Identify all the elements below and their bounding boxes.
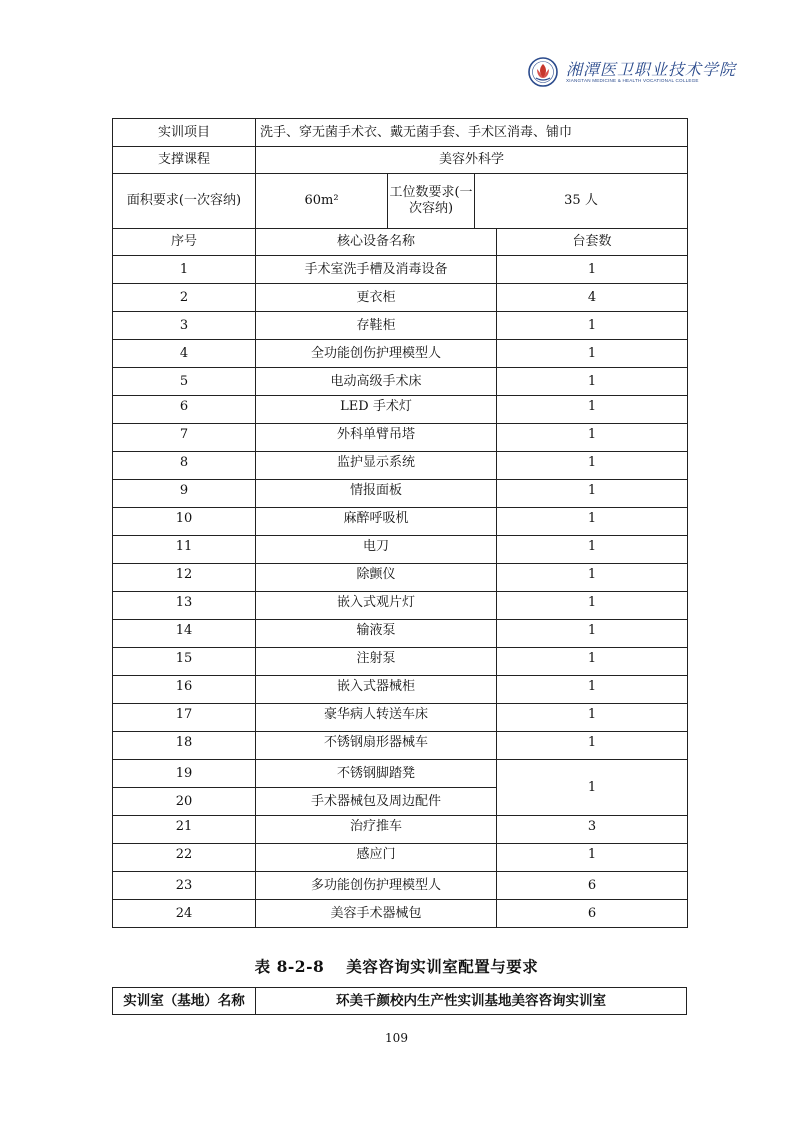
table-row: [113, 648, 688, 676]
row-number: 23: [113, 872, 256, 900]
row-number: 14: [113, 620, 256, 648]
row-number: 6: [113, 396, 256, 424]
equipment-table: [112, 118, 688, 928]
row-number: 8: [113, 452, 256, 480]
area-value: 60m²: [256, 174, 388, 229]
table-row: [113, 732, 688, 760]
area-row: [113, 174, 688, 229]
equipment-name: 外科单臂吊塔: [256, 424, 497, 452]
equipment-name: 输液泵: [256, 620, 497, 648]
table-row: [113, 424, 688, 452]
table-row: [113, 396, 688, 424]
table-row: [113, 872, 688, 900]
equipment-name: 多功能创伤护理模型人: [256, 872, 497, 900]
row-number: 16: [113, 676, 256, 704]
equipment-name: 不锈钢扇形器械车: [256, 732, 497, 760]
row-number: 19: [113, 760, 256, 788]
course-row: [113, 147, 688, 174]
row-number: 13: [113, 592, 256, 620]
table-row: [113, 676, 688, 704]
table-row: [113, 900, 688, 928]
equipment-name: 治疗推车: [256, 816, 497, 844]
table-row: [113, 620, 688, 648]
equipment-name: 监护显示系统: [256, 452, 497, 480]
equipment-name: 全功能创伤护理模型人: [256, 340, 497, 368]
table-row: [113, 480, 688, 508]
table-row: [113, 816, 688, 844]
equipment-name: 手术室洗手槽及消毒设备: [256, 256, 497, 284]
area-label: 面积要求(一次容纳): [113, 174, 256, 229]
equipment-qty: 1: [497, 340, 688, 368]
equipment-name: 除颤仪: [256, 564, 497, 592]
equipment-qty: 1: [497, 312, 688, 340]
table-row: [113, 284, 688, 312]
equipment-qty: 1: [497, 452, 688, 480]
row-number: 2: [113, 284, 256, 312]
equipment-name: 手术器械包及周边配件: [256, 788, 497, 816]
equipment-qty: 1: [497, 508, 688, 536]
training-item-value: 洗手、穿无菌手术衣、戴无菌手套、手术区消毒、铺巾: [256, 119, 688, 147]
logo-english-name: XIANGTAN MEDICINE & HEALTH VOCATIONAL COLLEGE: [566, 78, 699, 83]
table-row: [113, 536, 688, 564]
table-row: [113, 508, 688, 536]
row-number: 11: [113, 536, 256, 564]
table-row: [113, 704, 688, 732]
page-number: 109: [385, 1031, 408, 1045]
row-number: 5: [113, 368, 256, 396]
equipment-name: 麻醉呼吸机: [256, 508, 497, 536]
equipment-qty: 1: [497, 732, 688, 760]
table-row: [113, 844, 688, 872]
equipment-name: 嵌入式观片灯: [256, 592, 497, 620]
table-row: [113, 592, 688, 620]
equipment-qty: 1: [497, 844, 688, 872]
station-label: 工位数要求(一次容纳): [388, 174, 475, 229]
equipment-name: 豪华病人转送车床: [256, 704, 497, 732]
equipment-name: 美容手术器械包: [256, 900, 497, 928]
row-number: 10: [113, 508, 256, 536]
equipment-name: LED 手术灯: [256, 396, 497, 424]
row-number: 7: [113, 424, 256, 452]
equipment-qty: 1: [497, 396, 688, 424]
row-number: 3: [113, 312, 256, 340]
column-header-row: [113, 229, 688, 256]
equipment-qty: 1: [497, 256, 688, 284]
consult-room-table: [112, 987, 687, 1015]
row-number: 17: [113, 704, 256, 732]
college-logo: [528, 57, 736, 87]
room-name-label: 实训室（基地）名称: [113, 988, 256, 1015]
table-row: [113, 256, 688, 284]
room-name-value: 环美千颜校内生产性实训基地美容咨询实训室: [256, 988, 687, 1015]
equipment-qty: 1: [497, 704, 688, 732]
equipment-qty: 3: [497, 816, 688, 844]
caption-number: 表 8-2-8: [254, 957, 325, 976]
equipment-name: 感应门: [256, 844, 497, 872]
row-number: 24: [113, 900, 256, 928]
course-label: 支撑课程: [113, 147, 256, 174]
equipment-name: 更衣柜: [256, 284, 497, 312]
training-item-row: [113, 119, 688, 147]
equipment-qty: 6: [497, 900, 688, 928]
table-row: [113, 564, 688, 592]
equipment-qty: 4: [497, 284, 688, 312]
row-number: 18: [113, 732, 256, 760]
equipment-qty: 1: [497, 368, 688, 396]
equipment-name: 注射泵: [256, 648, 497, 676]
station-value: 35 人: [475, 174, 688, 229]
equipment-qty: 1: [497, 760, 688, 816]
equipment-qty: 1: [497, 592, 688, 620]
row-number: 12: [113, 564, 256, 592]
col-header-qty: 台套数: [497, 229, 688, 256]
table-row: [113, 760, 688, 788]
col-header-name: 核心设备名称: [256, 229, 497, 256]
row-number: 22: [113, 844, 256, 872]
equipment-qty: 1: [497, 620, 688, 648]
col-header-no: 序号: [113, 229, 256, 256]
table-caption: [0, 955, 793, 977]
equipment-name: 嵌入式器械柜: [256, 676, 497, 704]
room-name-row: [113, 988, 687, 1015]
equipment-name: 电动高级手术床: [256, 368, 497, 396]
equipment-name: 情报面板: [256, 480, 497, 508]
equipment-name: 电刀: [256, 536, 497, 564]
caption-title: 美容咨询实训室配置与要求: [346, 957, 539, 976]
equipment-qty: 1: [497, 676, 688, 704]
course-value: 美容外科学: [256, 147, 688, 174]
equipment-qty: 1: [497, 424, 688, 452]
equipment-qty: 1: [497, 564, 688, 592]
equipment-name: 不锈钢脚踏凳: [256, 760, 497, 788]
logo-chinese-name: 湘潭医卫职业技术学院: [566, 60, 737, 79]
equipment-name: 存鞋柜: [256, 312, 497, 340]
college-emblem-icon: [528, 57, 558, 87]
table-row: [113, 312, 688, 340]
row-number: 21: [113, 816, 256, 844]
row-number: 20: [113, 788, 256, 816]
row-number: 15: [113, 648, 256, 676]
equipment-qty: 6: [497, 872, 688, 900]
table-row: [113, 368, 688, 396]
equipment-qty: 1: [497, 648, 688, 676]
training-item-label: 实训项目: [113, 119, 256, 147]
equipment-qty: 1: [497, 480, 688, 508]
row-number: 4: [113, 340, 256, 368]
table-row: [113, 340, 688, 368]
row-number: 1: [113, 256, 256, 284]
table-row: [113, 452, 688, 480]
equipment-qty: 1: [497, 536, 688, 564]
row-number: 9: [113, 480, 256, 508]
